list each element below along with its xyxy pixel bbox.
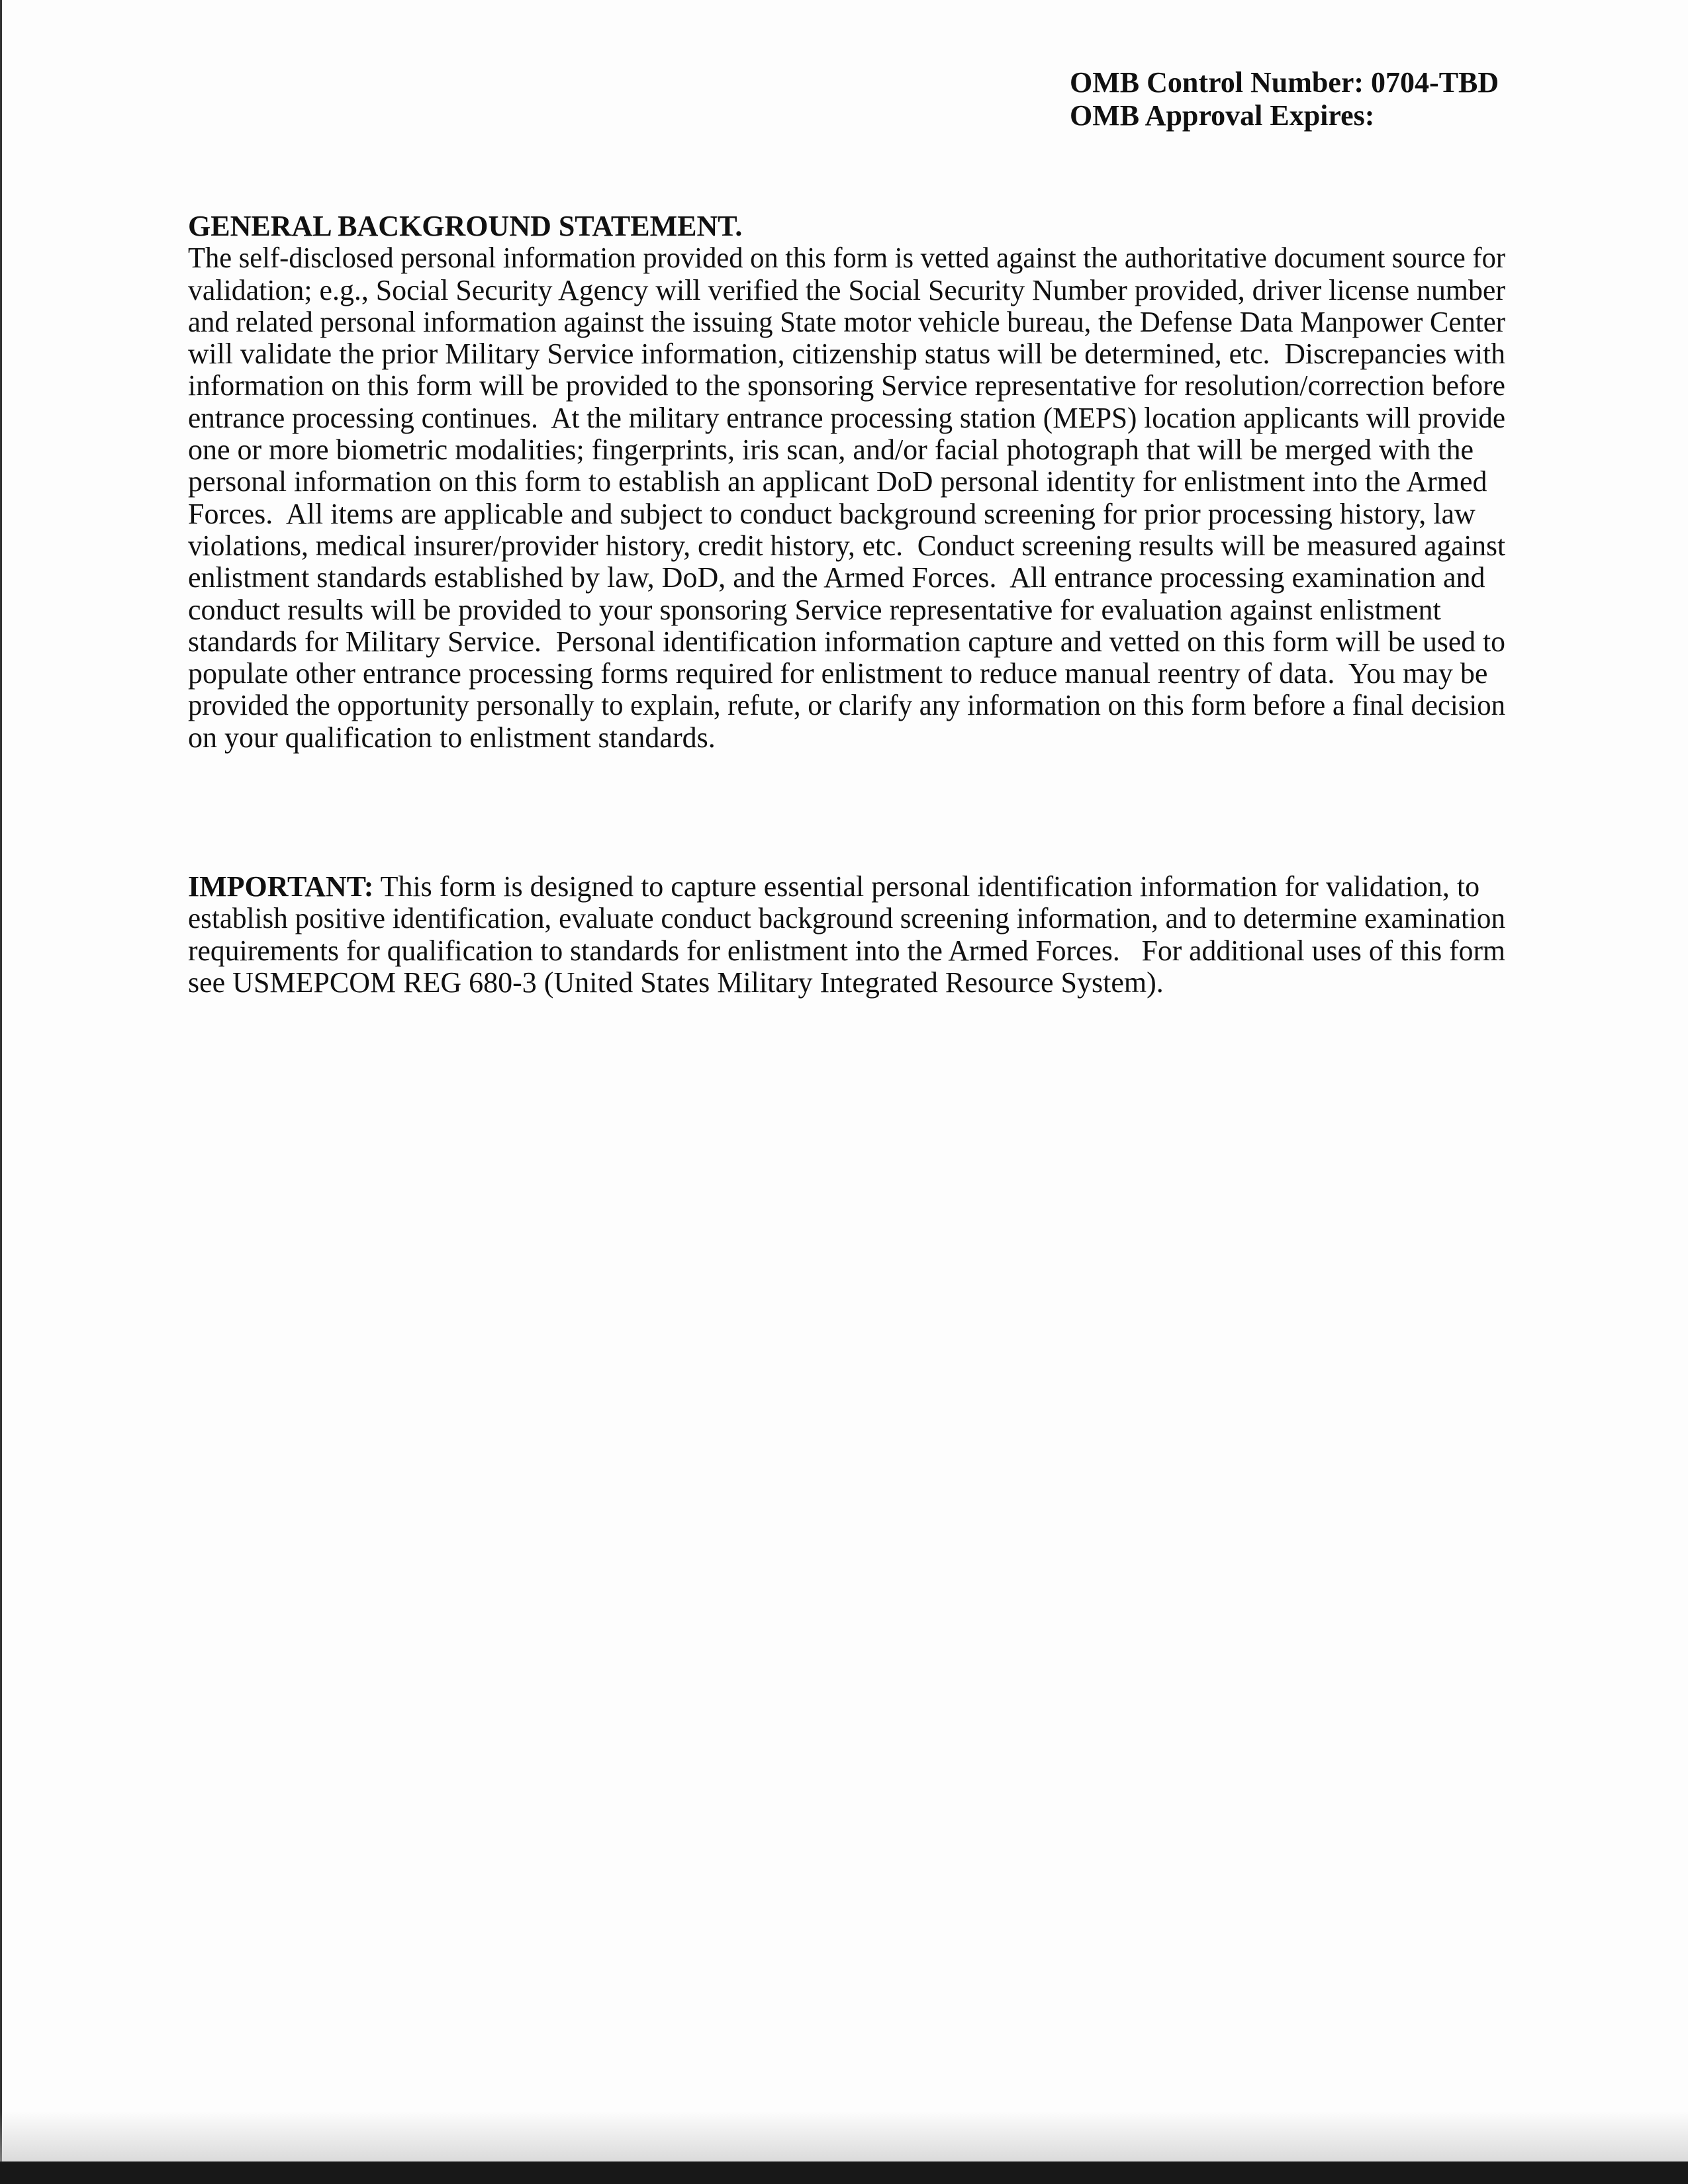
important-body xyxy=(188,903,1688,999)
general-background-body xyxy=(188,242,1688,754)
text-line: and related personal information against the issuing State motor vehicle bureau, the Defense Data Manpower Center xyxy=(188,305,1505,338)
text-line: provided the opportunity personally to explain, refute, or clarify any information on this form before a final decision xyxy=(188,689,1505,722)
text-line: validation; e.g., Social Security Agency will verified the Social Security Number provided, driver license number xyxy=(188,273,1505,306)
important-first-line xyxy=(188,871,1479,903)
important-section xyxy=(188,871,1688,999)
section-heading: GENERAL BACKGROUND STATEMENT. xyxy=(188,210,743,242)
scanner-border xyxy=(0,2161,1688,2184)
text-line: enlistment standards established by law, DoD, and the Armed Forces. All entrance processing examination and xyxy=(188,561,1485,594)
text-line: establish positive identification, evaluate conduct background screening information, and to determine examination xyxy=(188,902,1505,935)
text-line: standards for Military Service. Personal identification information capture and vetted on this form will be used to xyxy=(188,625,1505,658)
scan-shadow xyxy=(0,2111,1688,2161)
omb-block xyxy=(1070,66,1499,132)
general-background-section xyxy=(188,210,1688,754)
text-line: entrance processing continues. At the military entrance processing station (MEPS) location applicants will provide xyxy=(188,401,1505,434)
text-line: violations, medical insurer/provider history, credit history, etc. Conduct screening results will be measured against xyxy=(188,529,1505,562)
text-line: information on this form will be provided to the sponsoring Service representative for resolution/correction before xyxy=(188,369,1505,402)
text-line: requirements for qualification to standards for enlistment into the Armed Forces. For additional uses of this form xyxy=(188,934,1505,967)
text-line: one or more biometric modalities; fingerprints, iris scan, and/or facial photograph that will be merged with the xyxy=(188,433,1474,467)
important-label: IMPORTANT: xyxy=(188,870,374,903)
omb-approval-expires: OMB Approval Expires: xyxy=(1070,99,1375,132)
text-line: conduct results will be provided to your sponsoring Service representative for evaluation against enlistment xyxy=(188,593,1441,626)
text-line: will validate the prior Military Service information, citizenship status will be determined, etc. Discrepancies with xyxy=(188,338,1505,371)
important-text: This form is designed to capture essential personal identification information for validation, to xyxy=(373,870,1480,903)
omb-control-number: OMB Control Number: 0704-TBD xyxy=(1070,66,1499,99)
text-line: see USMEPCOM REG 680-3 (United States Military Integrated Resource System). xyxy=(188,966,1164,999)
text-line: personal information on this form to establish an applicant DoD personal identity for enlistment into the Armed xyxy=(188,465,1487,498)
text-line: Forces. All items are applicable and subject to conduct background screening for prior processing history, law xyxy=(188,497,1476,530)
scan-edge xyxy=(0,0,2,2161)
text-line: on your qualification to enlistment standards. xyxy=(188,721,716,754)
text-line: The self-disclosed personal information provided on this form is vetted against the authoritative document source for xyxy=(188,242,1505,275)
text-line: populate other entrance processing forms required for enlistment to reduce manual reentry of data. You may be xyxy=(188,657,1488,690)
